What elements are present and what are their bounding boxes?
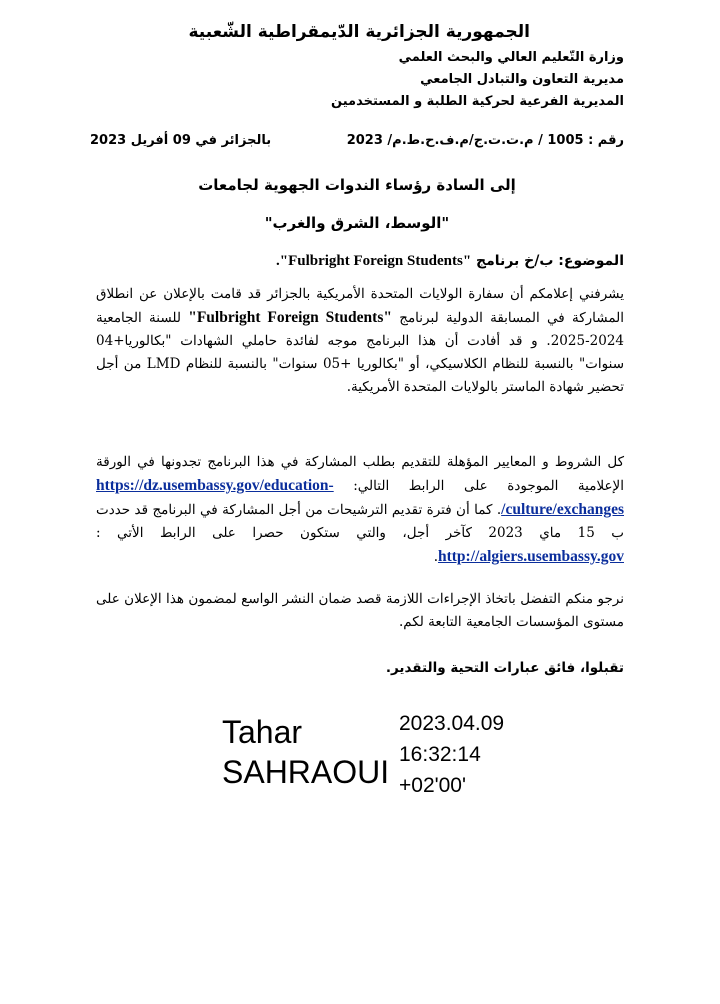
subdirectorate-line: المديرية الفرعية لحركية الطلبة و المستخدمين [331, 94, 624, 109]
paragraph-request: نرجو منكم التفضل باتخاذ الإجراءات اللازمة قصد ضمان النشر الواسع لمضمون هذا الإعلان على مستوى المؤسسات الجامعية التابعة لكم. [96, 591, 624, 630]
paragraph-conditions [96, 451, 624, 569]
signature-first-name: Tahar [222, 714, 303, 750]
paragraph-2-text-b: . كما أن فترة تقديم الترشيحات من أجل المشاركة في البرنامج قد حددت ب 15 ماي 2023 كآخر أجل، والتي ستكون حصرا على الرابط الأتي : [96, 502, 624, 541]
signature-timestamp [399, 708, 504, 801]
reference-number: رقم : 1005 / م.ت.ت.ج/م.ف.ح.ط.م/ 2023 [346, 133, 624, 148]
exchanges-link[interactable]: https://dz.usembassy.gov/education-culture/exchanges/ [96, 477, 624, 518]
subject-line [84, 253, 624, 270]
paragraph-1-text-b: للسنة الجامعية 2024-2025. و قد أفادت أن هذا البرنامج موجه لفائدة حاملي الشهادات "بكالوريا+04 سنوات" بالنسبة للنظام الكلاسيكي، أو "بكالوريا +05 سنوات" بالنسبة للنظام LMD من أجل تحضير شهادة الماستر بالولايات المتحدة الأمريكية. [96, 310, 625, 395]
signature-time: 16:32:14 [399, 743, 481, 766]
place-date: بالجزائر في 09 أفريل 2023 [90, 133, 272, 148]
country-title: الجمهورية الجزائرية الدّيمقراطية الشّعبية [188, 22, 530, 42]
directorate-line: مديرية التعاون والتبادل الجامعي [420, 72, 624, 87]
subject-prefix: الموضوع: ب/خ برنامج [471, 253, 624, 269]
reference-row [90, 133, 624, 153]
ministry-line: وزارة التّعليم العالي والبحث العلمي [398, 50, 624, 65]
addressee-line-2: "الوسط، الشرق والغرب" [264, 214, 450, 232]
embassy-link[interactable]: http://algiers.usembassy.gov [437, 548, 624, 565]
program-name: "Fulbright Foreign Students" [188, 309, 392, 326]
paragraph-2-text-a: كل الشروط و المعايير المؤهلة للتقديم بطلب المشاركة في هذا البرنامج تجدونها في الورقة الإعلامية الموجودة على الرابط التالي: [96, 454, 624, 494]
paragraph-announcement [96, 283, 624, 399]
signature-name [222, 712, 389, 792]
signature-last-name: SAHRAOUI [222, 754, 390, 790]
paragraph-2-text-c: . [433, 549, 438, 565]
closing-salutation: تقبلوا، فائق عبارات التحية والتقدير. [385, 660, 624, 676]
addressee-line-1: إلى السادة رؤساء الندوات الجهوية لجامعات [198, 176, 516, 194]
signature-timezone: +02'00' [399, 774, 466, 797]
paragraph-1-text-a: يشرفني إعلامكم أن سفارة الولايات المتحدة الأمريكية بالجزائر قد قامت بالإعلان عن انطلاق المشاركة في المسابقة الدولية لبرنامج [96, 286, 624, 326]
subject-program: "Fulbright Foreign Students". [276, 253, 472, 269]
signature-date: 2023.04.09 [399, 712, 505, 735]
